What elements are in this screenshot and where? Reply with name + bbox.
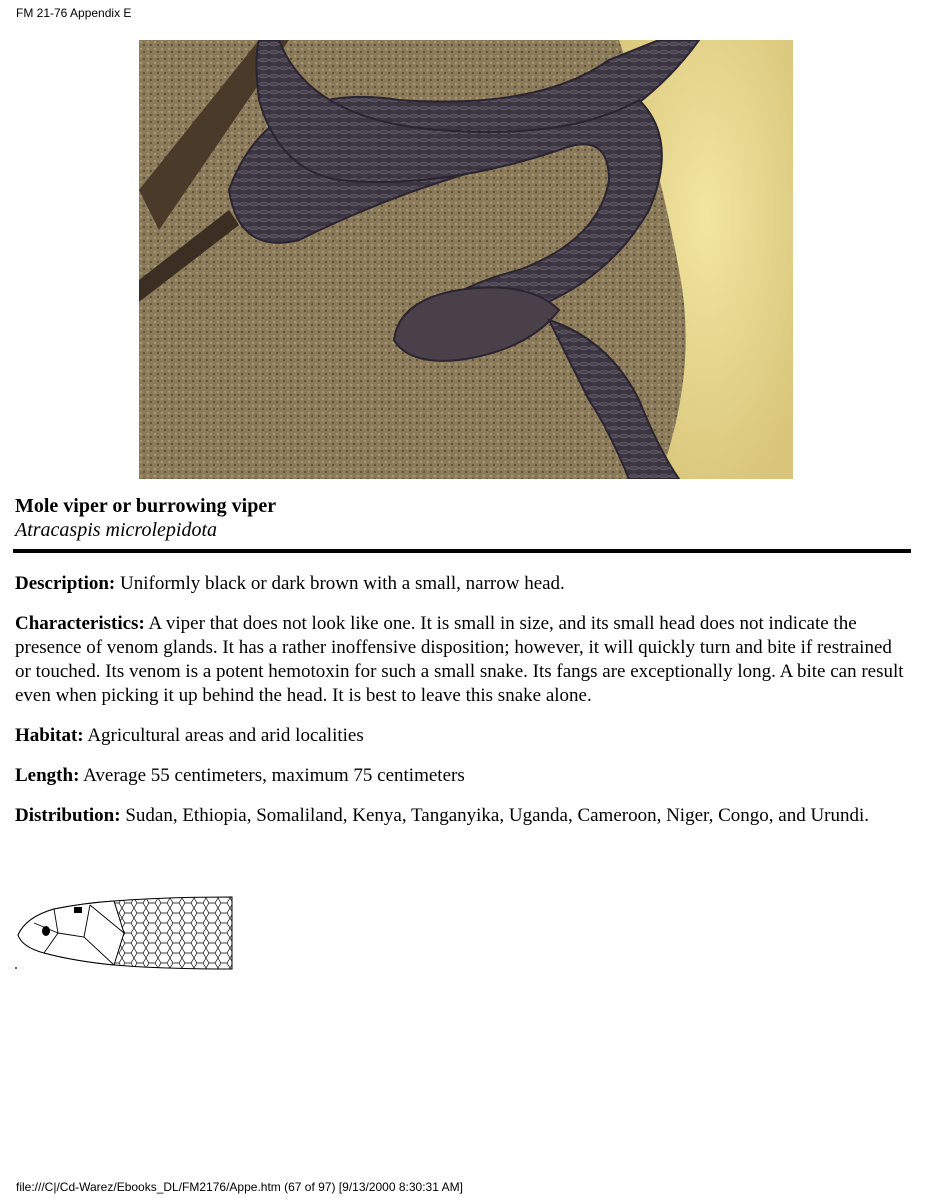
- habitat-label: Habitat:: [15, 725, 84, 746]
- section-divider: [13, 549, 911, 553]
- characteristics-label: Characteristics:: [15, 613, 145, 634]
- description-text: Uniformly black or dark brown with a small, narrow head.: [120, 573, 565, 594]
- distribution-label: Distribution:: [15, 805, 121, 826]
- characteristics-paragraph: [15, 612, 905, 708]
- characteristics-text: A viper that does not look like one. It is small in size, and its small head does not indicate the presence of venom glands. It has a rather inoffensive disposition; however, it will quickly turn and bite if restrained or touched. Its venom is a potent hemotoxin for such a small snake. Its fangs are exceptionally long. A bite can result even when picking it up behind the head. It is best to leave this snake alone.: [15, 613, 904, 706]
- distribution-text: Sudan, Ethiopia, Somaliland, Kenya, Tanganyika, Uganda, Cameroon, Niger, Congo, and Urundi.: [125, 805, 870, 826]
- common-name: Mole viper or burrowing viper: [15, 495, 277, 517]
- snake-photo: [139, 40, 793, 479]
- habitat-paragraph: [15, 724, 905, 748]
- description-paragraph: [15, 572, 905, 596]
- length-paragraph: [15, 764, 905, 788]
- page-header: FM 21-76 Appendix E: [16, 6, 132, 20]
- length-text: Average 55 centimeters, maximum 75 centimeters: [83, 765, 465, 786]
- species-title-block: [15, 494, 276, 542]
- distribution-paragraph: [15, 804, 905, 828]
- length-label: Length:: [15, 765, 80, 786]
- species-details: [15, 572, 905, 844]
- snake-head-scale-diagram: [14, 893, 244, 973]
- page-footer: file:///C|/Cd-Warez/Ebooks_DL/FM2176/Appe.htm (67 of 97) [9/13/2000 8:30:31 AM]: [16, 1180, 463, 1194]
- habitat-text: Agricultural areas and arid localities: [87, 725, 364, 746]
- scientific-name: Atracaspis microlepidota: [15, 519, 218, 541]
- stray-mark: [15, 967, 17, 969]
- description-label: Description:: [15, 573, 116, 594]
